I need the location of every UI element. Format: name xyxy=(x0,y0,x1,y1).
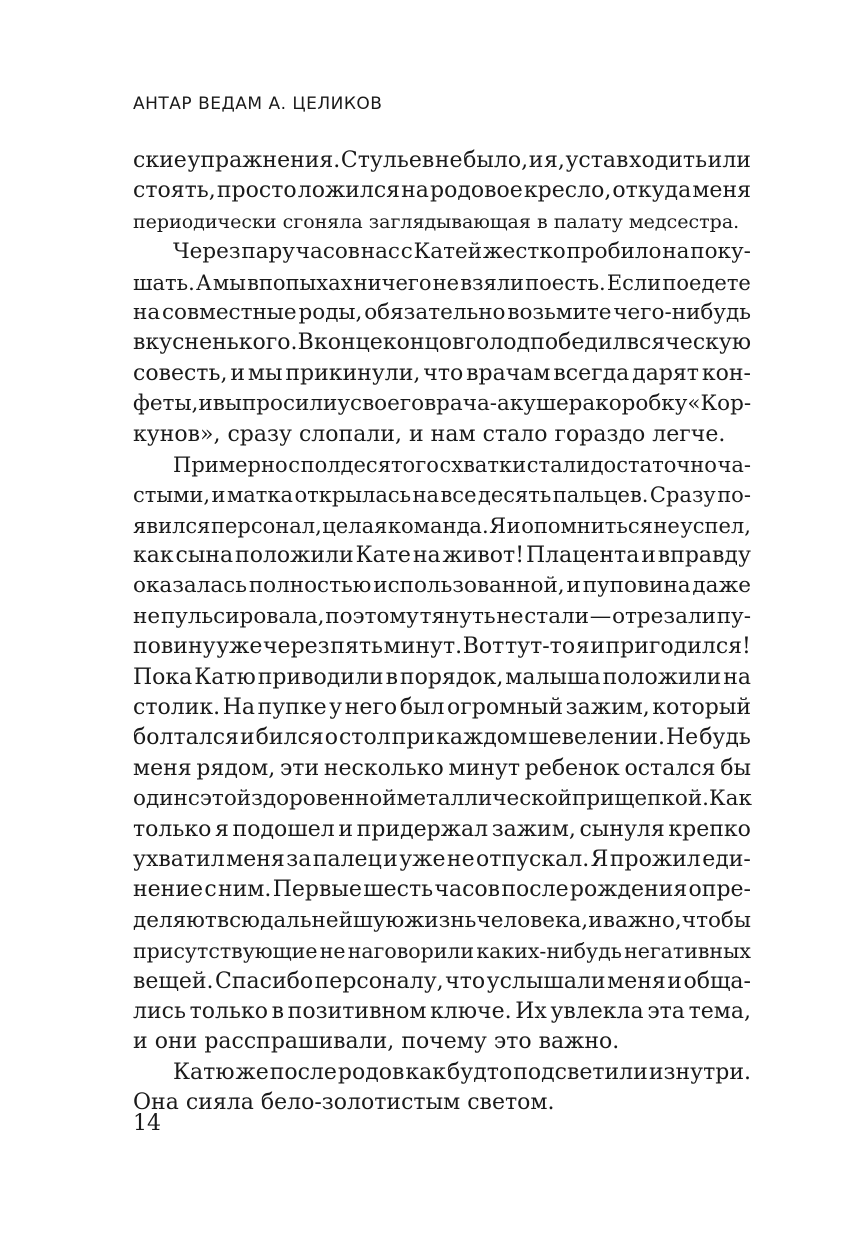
word: только xyxy=(133,816,212,842)
word: с xyxy=(204,877,217,903)
word: персонал, xyxy=(210,513,322,538)
word: В xyxy=(297,330,314,356)
word: Кате xyxy=(355,543,411,569)
word: же xyxy=(235,1059,269,1085)
word: жизнь xyxy=(404,907,477,933)
word: малыша xyxy=(505,664,601,690)
word: явился xyxy=(133,513,211,538)
word: что xyxy=(423,360,464,386)
word: и xyxy=(588,907,603,933)
word: что xyxy=(445,968,486,994)
text-line xyxy=(133,906,751,936)
word: после xyxy=(501,877,569,903)
word: совесть, xyxy=(133,360,228,386)
word: один xyxy=(133,786,188,812)
word: гораздо xyxy=(554,421,646,447)
word: жестко xyxy=(482,239,566,265)
word: «Кор- xyxy=(687,391,752,417)
word: концов xyxy=(382,330,465,356)
word: возьмите xyxy=(507,299,612,325)
word: полностью xyxy=(248,573,372,599)
word: палату xyxy=(553,210,623,233)
word: расспрашивали, xyxy=(204,1029,395,1055)
word: металлической xyxy=(396,786,572,812)
word: важно, xyxy=(602,907,682,933)
word: Пока xyxy=(133,664,193,690)
word: тема, xyxy=(688,998,751,1024)
word: Плацента xyxy=(525,543,640,569)
word: пу- xyxy=(716,603,751,629)
word: только xyxy=(189,998,268,1024)
text-line xyxy=(133,389,751,419)
word: — xyxy=(589,603,612,629)
text-line xyxy=(133,328,751,358)
word: прикинули, xyxy=(285,360,421,386)
word: ские xyxy=(133,148,187,173)
word: оказалась xyxy=(133,573,247,599)
word: на xyxy=(133,299,161,325)
word: у xyxy=(329,695,343,721)
text-line xyxy=(133,602,751,632)
word: всяческую xyxy=(626,330,751,356)
word: эти xyxy=(279,755,320,781)
body-text xyxy=(133,146,751,1119)
word: пригодился! xyxy=(605,634,751,660)
word: тянуть xyxy=(419,603,496,629)
word: на xyxy=(401,178,429,204)
word: Первые xyxy=(272,877,362,903)
word: палец xyxy=(312,846,382,872)
word: каких-нибудь xyxy=(476,939,622,964)
word: повину xyxy=(133,634,216,660)
word: совместные xyxy=(162,299,297,325)
word: открылась xyxy=(294,483,412,508)
text-line xyxy=(133,632,751,662)
word: с xyxy=(187,786,200,812)
text-line xyxy=(133,571,751,601)
word: и xyxy=(641,543,656,569)
word: и xyxy=(338,816,354,842)
word: присутствующие xyxy=(133,939,318,964)
word: ча- xyxy=(717,452,751,477)
word: услышали xyxy=(486,968,606,994)
word: тут-то xyxy=(504,634,576,660)
word: крепко xyxy=(668,816,751,842)
word: будто xyxy=(447,1059,513,1085)
word: деляют xyxy=(133,907,217,933)
running-head: АНТАР ВЕДАМ А. ЦЕЛИКОВ xyxy=(133,94,383,114)
word: откуда xyxy=(612,178,692,204)
word: все xyxy=(440,483,477,508)
word: вкусненького. xyxy=(133,330,298,356)
text-line xyxy=(133,723,751,753)
word: было, xyxy=(463,148,529,173)
text-line xyxy=(133,845,751,875)
word: кунов», xyxy=(133,421,221,447)
word: Я xyxy=(590,846,609,872)
word: стало xyxy=(482,421,548,447)
word: бело-золотистым xyxy=(260,1090,461,1116)
word: Катей xyxy=(413,239,483,265)
word: уже xyxy=(216,634,263,660)
text-line xyxy=(133,663,751,693)
word: Если xyxy=(606,270,662,295)
text-line xyxy=(133,480,751,510)
word: опомниться xyxy=(521,513,653,538)
word: лись xyxy=(133,998,186,1024)
word: своего xyxy=(350,391,425,417)
word: бы xyxy=(720,755,751,781)
word: болтался xyxy=(133,725,239,751)
word: опре- xyxy=(688,877,751,903)
word: остался xyxy=(624,755,716,781)
text-line xyxy=(133,450,751,480)
word: и xyxy=(230,360,245,386)
word: нас xyxy=(360,239,400,265)
text-line xyxy=(133,693,751,723)
word: изнутри. xyxy=(648,1059,751,1085)
word: не xyxy=(133,603,161,629)
word: положили xyxy=(235,543,354,569)
word: прожил xyxy=(609,846,701,872)
word: подсветили xyxy=(513,1059,648,1085)
word: всегда xyxy=(553,360,630,386)
word: на xyxy=(412,543,441,569)
word: рождения xyxy=(569,877,688,903)
word: после xyxy=(269,1059,337,1085)
word: пуповина xyxy=(582,573,691,599)
word: порядок, xyxy=(399,664,504,690)
word: важно. xyxy=(538,1029,620,1055)
word: него xyxy=(344,695,398,721)
word: просто xyxy=(216,178,297,204)
word: сына xyxy=(175,543,234,569)
word: отрезали xyxy=(612,603,716,629)
word: зажим, xyxy=(565,695,650,721)
word: я, xyxy=(544,148,565,173)
word: я xyxy=(215,816,229,842)
word: как xyxy=(405,1059,447,1085)
word: Сразу xyxy=(649,483,716,508)
word: человека, xyxy=(476,907,589,933)
text-line xyxy=(133,875,751,905)
word: стол xyxy=(338,725,391,751)
text-line xyxy=(133,754,751,784)
word: меня xyxy=(692,178,751,204)
word: приводили xyxy=(257,664,384,690)
word: не xyxy=(446,846,475,872)
word: голод xyxy=(464,330,531,356)
word: с xyxy=(288,452,300,477)
word: достаточно xyxy=(590,452,717,477)
word: родов xyxy=(337,1059,405,1085)
word: сгоняла xyxy=(282,210,363,233)
word: или xyxy=(707,148,751,173)
word: за xyxy=(286,846,312,872)
word: обща- xyxy=(683,968,751,994)
word: ребенок xyxy=(524,755,620,781)
word: зажим, xyxy=(491,816,576,842)
word: слопали, xyxy=(298,421,402,447)
text-line xyxy=(133,237,751,267)
word: Катю xyxy=(194,664,256,690)
word: будь xyxy=(699,725,751,751)
word: я xyxy=(575,634,590,660)
word: чтобы xyxy=(681,907,751,933)
word: легче. xyxy=(652,421,726,447)
word: меня xyxy=(226,846,285,872)
word: ним. xyxy=(217,877,272,903)
word: Спасибо xyxy=(215,968,314,994)
word: ходить xyxy=(629,148,708,173)
word: это xyxy=(493,1029,532,1055)
word: пробило xyxy=(566,239,662,265)
word: дальнейшую xyxy=(260,907,405,933)
word: и xyxy=(198,391,213,417)
word: чего-нибудь xyxy=(613,299,751,325)
word: команда. xyxy=(387,513,489,538)
word: пупке xyxy=(257,695,327,721)
word: и xyxy=(239,725,255,751)
word: кресло, xyxy=(523,178,612,204)
word: не xyxy=(434,148,463,173)
page-number: 14 xyxy=(133,1111,161,1136)
word: бился xyxy=(255,725,324,751)
word: о xyxy=(324,725,338,751)
word: не xyxy=(319,939,346,964)
word: родовое xyxy=(430,178,523,204)
word: живот! xyxy=(442,543,525,569)
word: Я xyxy=(489,513,507,538)
word: заглядывающая xyxy=(368,210,531,233)
word: здоровенной xyxy=(251,786,397,812)
word: шевелении. xyxy=(528,725,665,751)
word: меня xyxy=(607,968,666,994)
word: поку- xyxy=(690,239,751,265)
word: вправду xyxy=(657,543,751,569)
word: и xyxy=(528,148,544,173)
word: который xyxy=(652,695,751,721)
word: Примерно xyxy=(173,452,288,477)
text-line xyxy=(133,815,751,845)
text-line xyxy=(133,298,751,328)
text-line xyxy=(133,936,751,966)
word: и xyxy=(133,1029,148,1055)
word: часов xyxy=(434,877,501,903)
word: позитивном xyxy=(287,998,427,1024)
word: огромный xyxy=(447,695,564,721)
word: и xyxy=(566,573,581,599)
text-line xyxy=(133,207,751,237)
word: придержал xyxy=(356,816,489,842)
word: минут. xyxy=(383,634,463,660)
word: не xyxy=(432,270,460,295)
word: в xyxy=(385,664,398,690)
text-line xyxy=(133,359,751,389)
word: на xyxy=(412,483,440,508)
word: сияла xyxy=(185,1090,254,1116)
word: Она xyxy=(133,1090,179,1116)
word: Катю xyxy=(173,1059,235,1085)
text-line xyxy=(133,541,751,571)
word: и xyxy=(408,421,424,447)
word: стали xyxy=(526,452,591,477)
word: матка xyxy=(226,483,294,508)
text-line xyxy=(133,784,751,814)
word: пульсировала, xyxy=(160,603,325,629)
word: взяли xyxy=(460,270,525,295)
word: выпросили xyxy=(212,391,338,417)
word: шесть xyxy=(363,877,434,903)
word: Их xyxy=(515,998,547,1024)
word: не xyxy=(496,603,524,629)
word: и xyxy=(667,968,682,994)
word: и xyxy=(590,634,605,660)
word: даже xyxy=(692,573,751,599)
word: мы xyxy=(212,270,246,295)
word: устав xyxy=(565,148,629,173)
word: в xyxy=(536,210,548,233)
word: нам xyxy=(430,421,476,447)
word: стыми, xyxy=(133,483,211,508)
word: наговорили xyxy=(347,939,475,964)
word: поедете xyxy=(662,270,751,295)
word: положили xyxy=(602,664,722,690)
text-line xyxy=(133,1027,751,1057)
text-line xyxy=(133,997,751,1027)
word: пять xyxy=(330,634,383,660)
word: обязательно xyxy=(364,299,506,325)
word: медсестра. xyxy=(628,210,740,233)
word: этой xyxy=(199,786,252,812)
word: поэтому xyxy=(325,603,419,629)
word: роды, xyxy=(298,299,363,325)
text-line xyxy=(133,1088,751,1118)
text-line xyxy=(133,268,751,298)
word: через xyxy=(263,634,330,660)
word: сразу xyxy=(227,421,292,447)
word: почему xyxy=(401,1029,487,1055)
word: Через xyxy=(173,239,241,265)
word: кон- xyxy=(701,360,751,386)
word: врача-акушера xyxy=(424,391,596,417)
word: ложился xyxy=(297,178,401,204)
word: часов xyxy=(295,239,360,265)
word: персоналу, xyxy=(314,968,444,994)
word: На xyxy=(222,695,255,721)
word: и xyxy=(383,846,398,872)
word: сынуля xyxy=(579,816,665,842)
word: с xyxy=(400,239,413,265)
word: десять xyxy=(477,483,552,508)
text-line xyxy=(133,511,751,541)
word: ухватил xyxy=(133,846,225,872)
word: конце xyxy=(313,330,383,356)
word: использованной, xyxy=(373,573,565,599)
word: коробку xyxy=(595,391,688,417)
word: был xyxy=(399,695,445,721)
word: и xyxy=(506,513,521,538)
word: врачам xyxy=(466,360,551,386)
word: по- xyxy=(717,483,751,508)
word: впопыхах xyxy=(247,270,353,295)
word: стали xyxy=(524,603,590,629)
word: Вот xyxy=(462,634,505,660)
word: при xyxy=(391,725,436,751)
word: негативных xyxy=(624,939,751,964)
word: не xyxy=(653,513,680,538)
word: Стульев xyxy=(340,148,435,173)
word: Как xyxy=(709,786,752,812)
word: полдесятого xyxy=(300,452,439,477)
text-line xyxy=(133,967,751,997)
word: прищепкой. xyxy=(572,786,710,812)
word: они xyxy=(154,1029,198,1055)
word: как xyxy=(133,543,174,569)
word: и xyxy=(211,483,226,508)
word: столик. xyxy=(133,695,221,721)
word: на xyxy=(723,664,751,690)
word: нение xyxy=(133,877,204,903)
text-line xyxy=(133,176,751,206)
word: подошел xyxy=(232,816,335,842)
word: меня xyxy=(133,755,192,781)
word: упражнения. xyxy=(187,148,341,173)
word: поесть. xyxy=(525,270,606,295)
word: уже xyxy=(399,846,446,872)
word: светом. xyxy=(467,1090,555,1116)
word: ничего xyxy=(353,270,432,295)
text-line xyxy=(133,1058,751,1088)
word: эта xyxy=(647,998,685,1024)
word: в xyxy=(271,998,285,1024)
word: всю xyxy=(217,907,260,933)
word: дарят xyxy=(632,360,699,386)
word: целая xyxy=(322,513,388,538)
word: периодически xyxy=(133,210,277,233)
word: у xyxy=(337,391,351,417)
word: каждом xyxy=(436,725,528,751)
word: мы xyxy=(247,360,283,386)
word: минут xyxy=(448,755,521,781)
word: еди- xyxy=(702,846,751,872)
word: А xyxy=(195,270,212,295)
text-line xyxy=(133,146,751,176)
word: на xyxy=(662,239,690,265)
word: Не xyxy=(665,725,699,751)
word: отпускал. xyxy=(476,846,590,872)
word: победил xyxy=(530,330,627,356)
word: стоять, xyxy=(133,178,216,204)
word: вещей. xyxy=(133,968,214,994)
word: несколько xyxy=(323,755,444,781)
word: успел, xyxy=(680,513,751,538)
word: увлекла xyxy=(550,998,644,1024)
text-line xyxy=(133,420,751,450)
word: ключе. xyxy=(430,998,512,1024)
word: схватки xyxy=(439,452,527,477)
word: шать. xyxy=(133,270,195,295)
word: пальцев. xyxy=(552,483,649,508)
word: феты, xyxy=(133,391,199,417)
word: рядом, xyxy=(196,755,276,781)
word: пару xyxy=(241,239,295,265)
